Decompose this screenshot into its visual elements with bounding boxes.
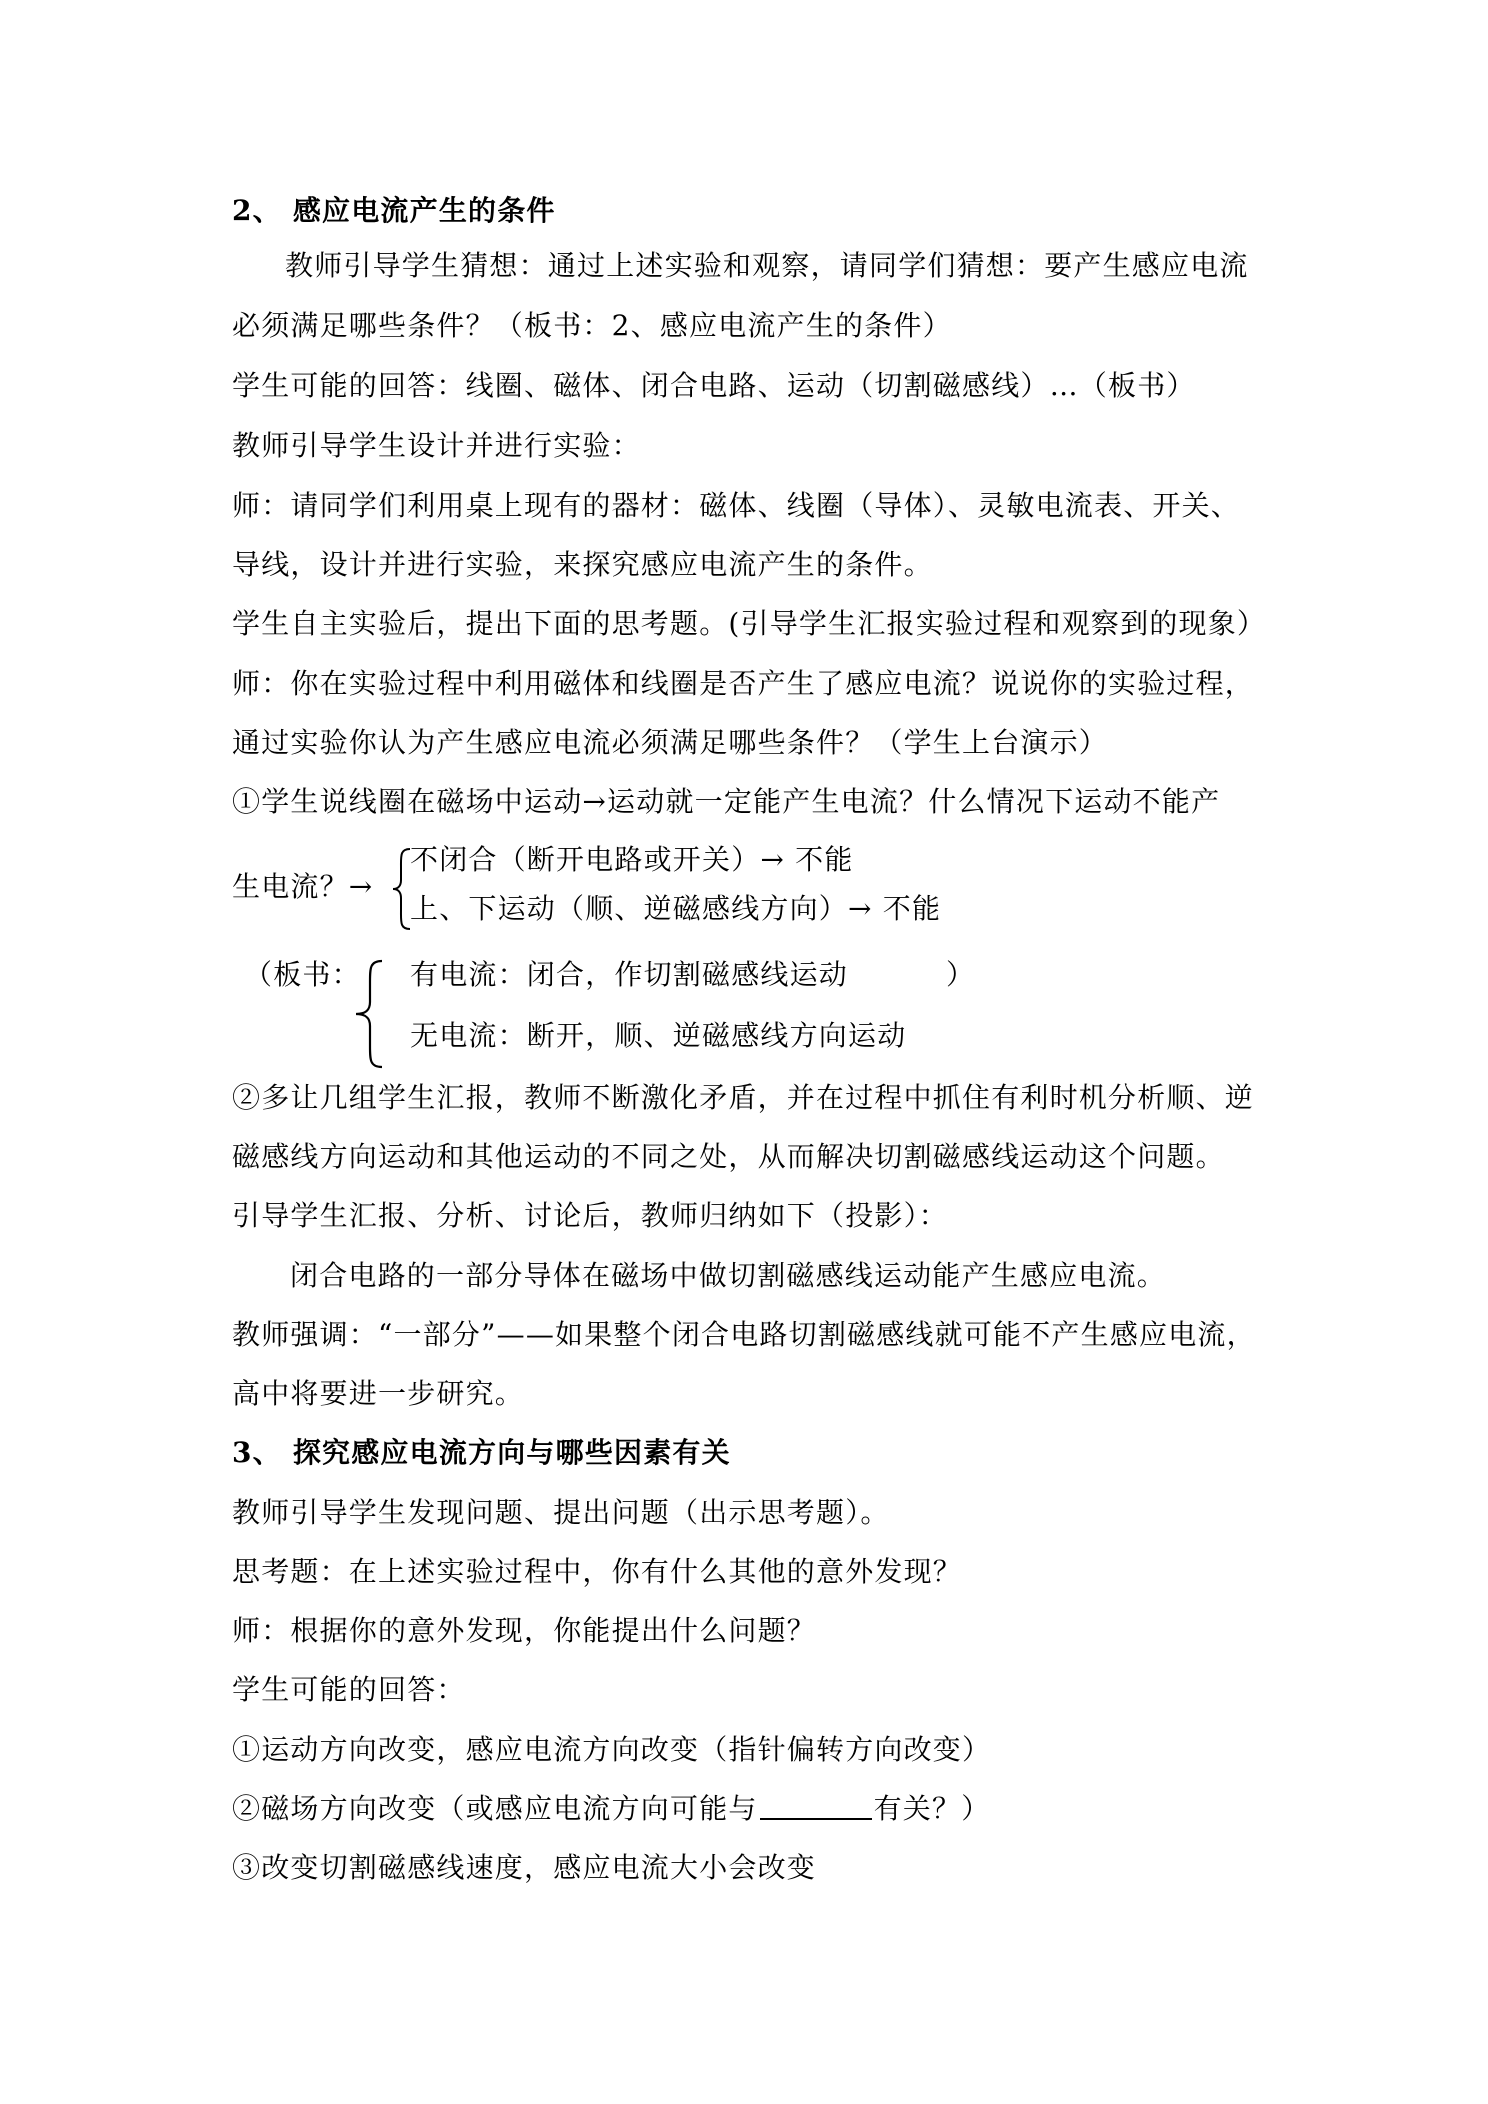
paragraph: 教师引导学生猜想：通过上述实验和观察，请同学们猜想：要产生感应电流: [285, 249, 1249, 282]
paragraph: 教师引导学生发现问题、提出问题（出示思考题）。: [232, 1496, 890, 1529]
paragraph: ②多让几组学生汇报，教师不断激化矛盾，并在过程中抓住有利时机分析顺、逆: [232, 1081, 1255, 1114]
answer-item: ③改变切割磁感线速度，感应电流大小会改变: [232, 1851, 817, 1884]
paragraph: 师：请同学们利用桌上现有的器材：磁体、线圈（导体）、灵敏电流表、开关、: [232, 489, 1241, 522]
answer-item: ①运动方向改变，感应电流方向改变（指针偏转方向改变）: [232, 1733, 992, 1766]
section-3-heading: 3、 探究感应电流方向与哪些因素有关: [232, 1436, 731, 1469]
paragraph: 学生自主实验后，提出下面的思考题。(引导学生汇报实验过程和观察到的现象）: [232, 607, 1267, 640]
paragraph: 导线，设计并进行实验，来探究感应电流产生的条件。: [232, 548, 933, 581]
paragraph: 学生可能的回答：: [232, 1673, 466, 1706]
brace-line: 有电流：闭合，作切割磁感线运动: [410, 958, 849, 991]
section-2-heading: 2、 感应电流产生的条件: [232, 194, 556, 227]
paragraph: 思考题：在上述实验过程中，你有什么其他的意外发现？: [232, 1555, 963, 1588]
paragraph: 教师引导学生设计并进行实验：: [232, 429, 641, 462]
paragraph: 高中将要进一步研究。: [232, 1377, 525, 1410]
paragraph: 闭合电路的一部分导体在磁场中做切割磁感线运动能产生感应电流。: [290, 1259, 1167, 1292]
paragraph: 引导学生汇报、分析、讨论后，教师归纳如下（投影）：: [232, 1199, 949, 1232]
paragraph: ①学生说线圈在磁场中运动→运动就一定能产生电流？什么情况下运动不能产: [232, 785, 1221, 818]
brace-close: ）: [946, 958, 976, 991]
answer-item: [232, 1789, 990, 1829]
paragraph: 学生可能的回答：线圈、磁体、闭合电路、运动（切割磁感线）…（板书）: [232, 369, 1196, 402]
paragraph: 师：你在实验过程中利用磁体和线圈是否产生了感应电流？说说你的实验过程，: [232, 667, 1255, 700]
brace-line: 不闭合（断开电路或开关）→ 不能: [410, 843, 854, 876]
paragraph: 通过实验你认为产生感应电流必须满足哪些条件？（学生上台演示）: [232, 726, 1109, 759]
paragraph: 教师强调：“一部分”——如果整个闭合电路切割磁感线就可能不产生感应电流，: [232, 1318, 1256, 1351]
fill-in-blank: [760, 1792, 872, 1820]
answer-text: ②磁场方向改变（或感应电流方向可能与: [232, 1792, 758, 1825]
curly-brace-icon: [352, 958, 386, 1070]
brace-line: 无电流：断开，顺、逆磁感线方向运动: [410, 1019, 907, 1052]
brace-line: 上、下运动（顺、逆磁感线方向）→ 不能: [410, 892, 942, 925]
brace-lead: （板书：: [244, 958, 361, 991]
paragraph: 磁感线方向运动和其他运动的不同之处，从而解决切割磁感线运动这个问题。: [232, 1140, 1225, 1173]
brace-lead: 生电流？→: [232, 870, 374, 903]
paragraph: 师：根据你的意外发现，你能提出什么问题？: [232, 1614, 817, 1647]
answer-text: 有关？）: [873, 1792, 991, 1825]
paragraph: 必须满足哪些条件？（板书：2、感应电流产生的条件）: [232, 309, 952, 342]
